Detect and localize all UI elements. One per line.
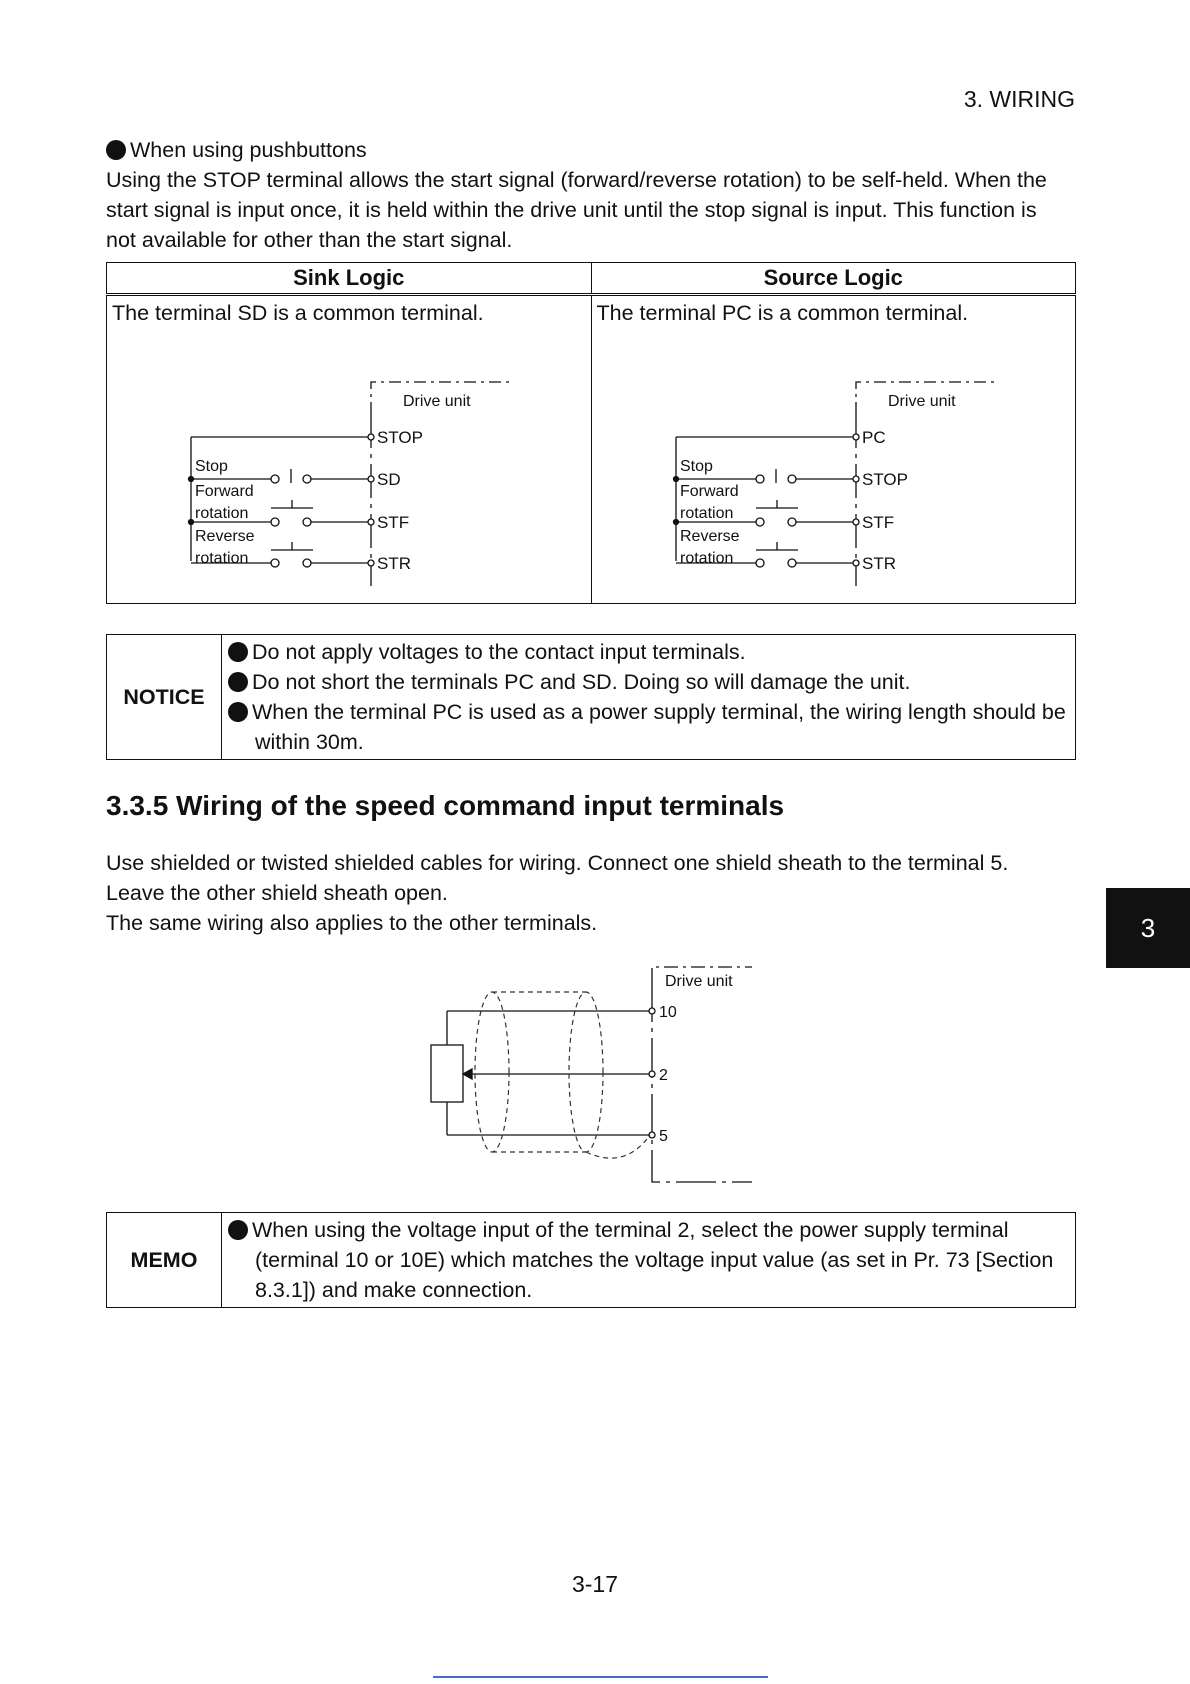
forward-switch-label: Forward bbox=[195, 483, 254, 500]
logic-table bbox=[106, 262, 1076, 604]
terminal-2-label: 2 bbox=[659, 1067, 668, 1084]
terminal-stop-label: STOP bbox=[861, 470, 908, 489]
reverse-rotation-label: rotation bbox=[679, 550, 733, 567]
pushbuttons-heading bbox=[106, 135, 1086, 165]
terminal-pc-label: PC bbox=[861, 428, 886, 447]
bullet-icon bbox=[228, 642, 248, 662]
desc-line: start signal is input once, it is held within the drive unit until the stop signal is input. This function is bbox=[106, 198, 1037, 222]
bullet-icon bbox=[228, 672, 248, 692]
sink-logic-header: Sink Logic bbox=[107, 263, 592, 295]
stop-switch-label: Stop bbox=[679, 458, 713, 475]
terminal-5-label: 5 bbox=[659, 1128, 668, 1145]
terminal-stop-label: STOP bbox=[377, 428, 423, 447]
source-logic-cell bbox=[591, 295, 1076, 604]
notice-body bbox=[222, 635, 1076, 760]
terminal-stf-label: STF bbox=[377, 513, 410, 532]
pushbuttons-description bbox=[106, 165, 1086, 255]
drive-unit-label: Drive unit bbox=[403, 393, 471, 410]
terminal-sd-label: SD bbox=[377, 470, 401, 489]
footer-link-rule bbox=[433, 1676, 768, 1678]
chapter-side-tab: 3 bbox=[1106, 888, 1190, 968]
desc-line: not available for other than the start signal. bbox=[106, 228, 513, 252]
bullet-icon bbox=[228, 1220, 248, 1240]
notice-box bbox=[106, 634, 1076, 760]
source-logic-header: Source Logic bbox=[591, 263, 1076, 295]
notice-item bbox=[228, 667, 1071, 697]
drive-unit-label: Drive unit bbox=[887, 393, 956, 410]
forward-rotation-label: rotation bbox=[195, 505, 249, 522]
terminal-str-label: STR bbox=[377, 554, 411, 573]
notice-label: NOTICE bbox=[107, 635, 222, 760]
memo-label: MEMO bbox=[107, 1213, 222, 1308]
speed-command-wiring-diagram bbox=[420, 960, 760, 1190]
reverse-switch-label: Reverse bbox=[679, 528, 740, 545]
bullet-icon bbox=[106, 140, 126, 160]
reverse-switch-label: Reverse bbox=[195, 528, 255, 545]
desc-line: The same wiring also applies to the other terminals. bbox=[106, 911, 598, 935]
memo-body bbox=[222, 1213, 1076, 1308]
drive-unit-label: Drive unit bbox=[665, 973, 733, 990]
notice-item-text: When the terminal PC is used as a power supply terminal, the wiring length should be within 30m. bbox=[252, 700, 1066, 754]
terminal-str-label: STR bbox=[861, 554, 896, 573]
source-description: The terminal PC is a common terminal. bbox=[596, 301, 969, 325]
section-title: 3.3.5 Wiring of the speed command input terminals bbox=[106, 790, 785, 821]
notice-item-text: Do not short the terminals PC and SD. Doing so will damage the unit. bbox=[252, 670, 911, 694]
sink-description: The terminal SD is a common terminal. bbox=[112, 301, 484, 325]
chapter-header: 3. WIRING bbox=[963, 86, 1075, 112]
section-description bbox=[106, 848, 1086, 938]
notice-item bbox=[228, 637, 1071, 667]
memo-box bbox=[106, 1212, 1076, 1308]
terminal-10-label: 10 bbox=[659, 1004, 677, 1021]
notice-item bbox=[228, 697, 1071, 757]
sink-wiring-diagram bbox=[107, 326, 587, 596]
page-number: 3-17 bbox=[571, 1571, 619, 1597]
desc-line: Using the STOP terminal allows the start signal (forward/reverse rotation) to be self-held. When the bbox=[106, 168, 1047, 192]
pushbuttons-heading-text: When using pushbuttons bbox=[130, 138, 367, 162]
terminal-stf-label: STF bbox=[861, 513, 894, 532]
memo-item-text: When using the voltage input of the terminal 2, select the power supply terminal (terminal 10 or 10E) which matches the voltage input value (as set in Pr. 73 [Section 8.3.1]) and make connection. bbox=[252, 1218, 1054, 1302]
forward-switch-label: Forward bbox=[679, 483, 739, 500]
forward-rotation-label: rotation bbox=[679, 505, 733, 522]
source-wiring-diagram bbox=[592, 326, 1072, 596]
stop-switch-label: Stop bbox=[195, 458, 228, 475]
notice-item-text: Do not apply voltages to the contact input terminals. bbox=[252, 640, 746, 664]
desc-line: Leave the other shield sheath open. bbox=[106, 881, 448, 905]
bullet-icon bbox=[228, 702, 248, 722]
desc-line: Use shielded or twisted shielded cables for wiring. Connect one shield sheath to the terminal 5. bbox=[106, 851, 1009, 875]
reverse-rotation-label: rotation bbox=[195, 550, 249, 567]
sink-logic-cell bbox=[107, 295, 592, 604]
memo-item bbox=[228, 1215, 1071, 1305]
